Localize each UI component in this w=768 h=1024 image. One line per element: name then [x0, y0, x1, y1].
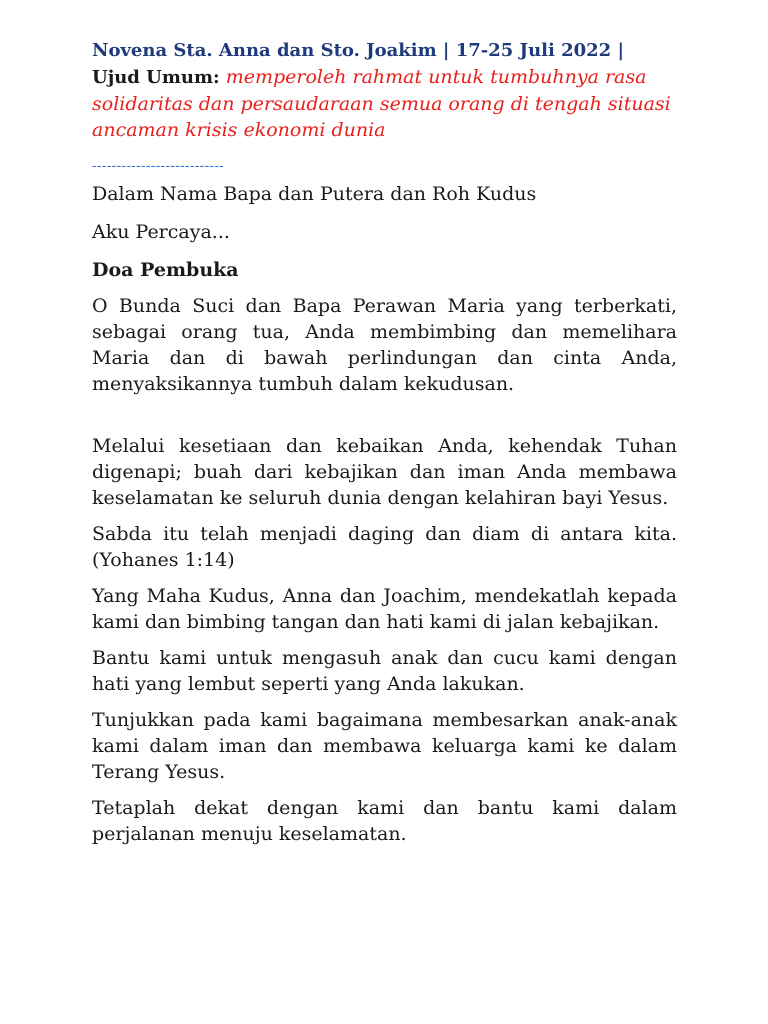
prayer-paragraph: O Bunda Suci dan Bapa Perawan Maria yang terberkati, sebagai orang tua, Anda membimbing dan memelihara Maria dan di bawah perlindungan dan cinta Anda, menyaksikannya tumbuh dalam kekudusan. — [92, 295, 677, 395]
prayer-paragraph: Bantu kami untuk mengasuh anak dan cucu kami dengan hati yang lembut seperti yang Anda lakukan. — [92, 647, 677, 695]
general-intention — [92, 64, 677, 143]
intention-label: Ujud Umum: — [92, 67, 220, 88]
prayer-paragraph: Tunjukkan pada kami bagaimana membesarkan anak-anak kami dalam iman dan membawa keluarga kami ke dalam Terang Yesus. — [92, 709, 677, 783]
divider-line: --------------------------- — [92, 159, 225, 174]
creed-line: Aku Percaya... — [92, 221, 230, 243]
prayer-paragraph: Melalui kesetiaan dan kebaikan Anda, kehendak Tuhan digenapi; buah dari kebajikan dan iman Anda membawa keselamatan ke seluruh dunia dengan kelahiran bayi Yesus. — [92, 435, 677, 509]
scripture-paragraph: Sabda itu telah menjadi daging dan diam di antara kita. (Yohanes 1:14) — [92, 523, 677, 571]
sign-of-cross: Dalam Nama Bapa dan Putera dan Roh Kudus — [92, 183, 537, 205]
prayer-paragraph: Yang Maha Kudus, Anna dan Joachim, mendekatlah kepada kami dan bimbing tangan dan hati kami di jalan kebajikan. — [92, 585, 677, 633]
prayer-heading: Doa Pembuka — [92, 259, 239, 281]
document-page — [92, 38, 677, 847]
intention-text: memperoleh rahmat untuk tumbuhnya rasa solidaritas dan persaudaraan semua orang di tengah situasi ancaman krisis ekonomi dunia — [92, 66, 671, 141]
prayer-paragraph: Tetaplah dekat dengan kami dan bantu kami dalam perjalanan menuju keselamatan. — [92, 797, 677, 845]
novena-title: Novena Sta. Anna dan Sto. Joakim | 17-25 Juli 2022 | — [92, 40, 625, 61]
